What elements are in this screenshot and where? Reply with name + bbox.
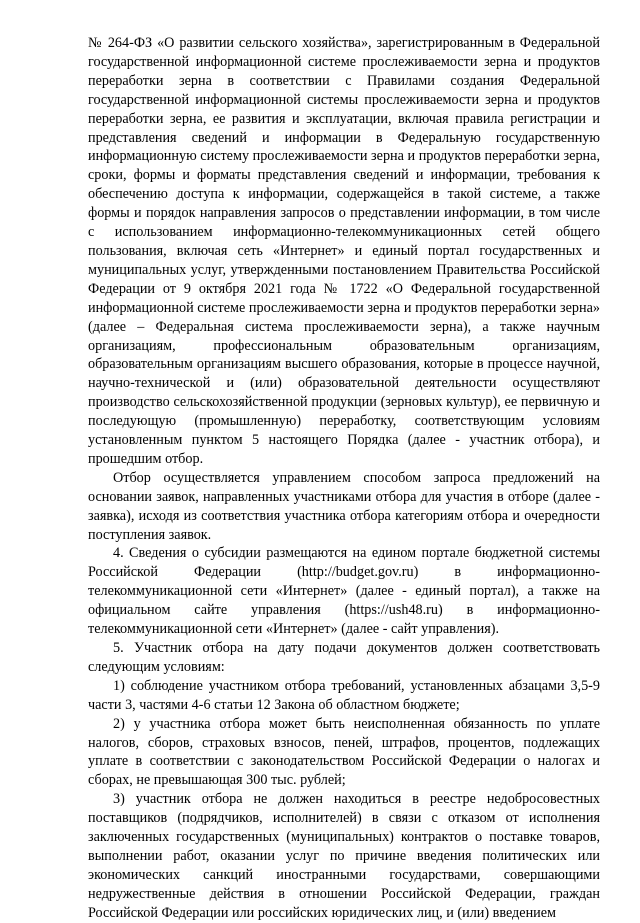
paragraph-item-4: 4. Сведения о субсидии размещаются на едином портале бюджетной системы Российской Федерации (http://budget.gov.ru) в информационно-телекоммуникационной сети «Интернет» (далее - единый портал), а также на официальном сайте управления (https://ush48.ru) в информационно-телекоммуникационной сети «Интернет» (далее - сайт управления).	[88, 545, 600, 638]
document-page	[88, 34, 600, 923]
paragraph-selection-method: Отбор осуществляется управлением способом запроса предложений на основании заявок, направленных участниками отбора для участия в отборе (далее - заявка), исходя из соответствия участника отбора категориям отбора и очередности поступления заявок.	[88, 469, 600, 543]
paragraph-intro: № 264-ФЗ «О развитии сельского хозяйства», зарегистрированным в Федеральной государственной информационной системе прослеживаемости зерна и продуктов переработки зерна в соответствии с Правилами создания Федеральной государственной информационной системы прослеживаемости зерна и продуктов переработки зерна, ее развития и эксплуатации, включая правила регистрации и представления сведений и информации в Федеральную государственную информационную систему прослеживаемости зерна и продуктов переработки зерна, сроки, формы и форматы представления сведений и информации, требования к обеспечению доступа к информации, содержащейся в такой системе, а также формы и порядок направления запросов о представлении информации, в том числе с использованием информационно-телекоммуникационных сетей общего пользования, включая сеть «Интернет» и единый портал государственных и муниципальных услуг, утвержденными постановлением Правительства Российской Федерации от 9 октября 2021 года № 1722 «О Федеральной государственной информационной системе прослеживаемости зерна и продуктов переработки зерна» (далее – Федеральная система прослеживаемости зерна), а также научным организациям, профессиональным образовательным организациям, образовательным организациям высшего образования, которые в процессе научной, научно-технической и (или) образовательной деятельности осуществляют производство сельскохозяйственной продукции (зерновых культур), ее первичную и последующую (промышленную) переработку, соответствующим условиям установленным пунктом 5 настоящего Порядка (далее - участник отбора), и прошедшим отбор.	[88, 35, 600, 467]
paragraph-item-5: 5. Участник отбора на дату подачи документов должен соответствовать следующим условиям:	[88, 640, 600, 675]
paragraph-condition-3: 3) участник отбора не должен находиться в реестре недобросовестных поставщиков (подрядчиков, исполнителей) в связи с отказом от исполнения заключенных государственных (муниципальных) контрактов о поставке товаров, выполнении работ, оказании услуг по причине введения политических или экономических санкций иностранными государствами, совершающими недружественные действия в отношении Российской Федерации, граждан Российской Федерации или российских юридических лиц, и (или) введением	[88, 791, 600, 921]
paragraph-condition-2: 2) у участника отбора может быть неисполненная обязанность по уплате налогов, сборов, страховых взносов, пеней, штрафов, процентов, подлежащих уплате в соответствии с законодательством Российской Федерации о налогах и сборах, не превышающая 300 тыс. рублей;	[88, 715, 600, 789]
paragraph-condition-1: 1) соблюдение участником отбора требований, установленных абзацами 3,5-9 части 3, частями 4-6 статьи 12 Закона об областном бюджете;	[88, 677, 600, 713]
